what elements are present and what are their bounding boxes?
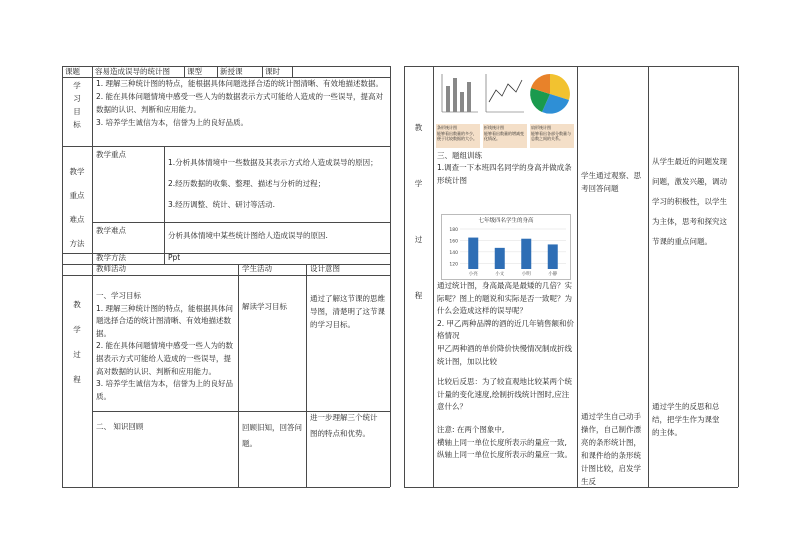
chart-type-thumbnails — [436, 70, 574, 122]
header-label-topic: 课题 — [65, 67, 80, 76]
thumbnail-captions — [436, 124, 574, 148]
method-label: 教学方法 — [96, 253, 126, 262]
x-tick-label: 小文 — [495, 272, 505, 277]
header-topic-value: 容易造成误导的统计图 — [95, 67, 170, 76]
question-1: 1.调查一下本班四名同学的身高并做成条形统计图 — [437, 163, 572, 185]
x-tick-label: 小明 — [521, 272, 531, 277]
y-tick-label: 120 — [449, 262, 458, 268]
header-label-type: 课型 — [187, 67, 202, 76]
bar-chart-thumbnail — [442, 74, 478, 112]
difficult-points-label: 教学难点 — [96, 226, 126, 235]
x-tick-label: 小静 — [548, 272, 558, 277]
y-tick-label: 160 — [449, 239, 458, 245]
goal-3: 3. 培养学生诚信为本，信誉为上的良好品质。 — [96, 118, 249, 127]
right-design-intent-1: 从学生最近的问题发现问题，激发兴趣，调动学习的积极性，以学生为主体，思考和探究这节课的重点问题。 — [652, 157, 727, 246]
goal-label: 学 习 目 标 — [73, 81, 81, 129]
key-points-label: 教学重点 — [96, 150, 126, 159]
line-caption: 折线统计图 能够看出数量的增减变化情况。 — [483, 124, 527, 148]
process-label: 教 学 过 程 — [73, 300, 81, 384]
question-2-reflection: 比较后反思：为了较直观地比较某两个统计量的变化速度,绘制折线统计图时,应注意什么？ — [437, 377, 572, 412]
right-process-label: 教 学 过 程 — [414, 123, 423, 300]
header-type-value: 新授课 — [220, 67, 243, 76]
y-tick-label: 180 — [449, 228, 458, 233]
header-label-period: 课时 — [265, 67, 280, 76]
col-head-student: 学生活动 — [242, 264, 272, 273]
pie-chart-thumbnail — [530, 74, 570, 114]
student-activity-1: 解读学习目标 — [242, 302, 287, 311]
bar-3 — [521, 239, 531, 269]
bar-1 — [468, 238, 478, 269]
key-points: 1.分析具体情境中一些数据及其表示方式给人造成误导的原因； 2.经历数据的收集、整理、描述与分析的过程； 3.经历调整、统计、研讨等活动. — [168, 158, 378, 209]
method-value: Ppt — [168, 253, 181, 262]
difficult-points: 分析具体情境中某些统计图给人造成误导的原因. — [168, 231, 328, 240]
col-head-teacher: 教师活动 — [96, 264, 126, 273]
right-design-intent-2: 通过学生的反思和总结，把学生作为课堂的主体。 — [652, 402, 720, 437]
focus-label: 教学 重点 难点 方法 — [69, 167, 85, 248]
col-head-design: 设计意图 — [310, 264, 340, 273]
section-3-title: 三、题组训练 — [437, 151, 482, 160]
design-intent-1: 通过了解这节课的思维导图，清楚明了这节课的学习目标。 — [310, 294, 385, 329]
student-activity-2: 回顾旧知，回答问题。 — [242, 423, 302, 448]
attention-note: 注意: 在两个图象中, 横轴上同一单位长度所表示的量应一致, 纵轴上同一单位长度所表示的量应一致。 — [437, 425, 572, 460]
goal-1: 1. 理解三种统计图的特点，能根据具体问题选择合适的统计图清晰、有效地描述数据。 — [96, 79, 384, 88]
pie-caption: 扇形统计图 能够看出各部分数量与总数之间的关系。 — [530, 124, 574, 148]
teacher-activity-2: 二、 知识回顾 — [96, 422, 144, 431]
bar-chart-plot — [442, 215, 570, 279]
line-chart-thumbnail — [486, 74, 524, 112]
y-tick-label: 140 — [449, 250, 458, 256]
design-intent-2: 进一步理解三个统计图的特点和优势。 — [310, 413, 378, 438]
height-bar-chart — [441, 214, 571, 280]
bar-chart-title: 七年级四名学生的身高 — [478, 218, 534, 224]
teacher-activity-1: 一、学习目标 1. 理解三种统计图的特点，能根据具体问题选择合适的统计图清晰、有效地描述数据。 2. 能在具体问题情境中感受一些人为的数据表示方式可能给人造成的一些误导，提高对数据的认识、判断和应用能力。 3. 培养学生诚信为本，信誉为上的良好品质。 — [96, 291, 234, 401]
learning-goals — [96, 77, 386, 129]
bar-4 — [548, 244, 558, 269]
bar-2 — [495, 248, 505, 269]
bar-caption: 条形统计图 能够看出数量的多少，便于比较数据的大小。 — [436, 124, 480, 148]
question-1-discussion: 通过统计图，身高最高是最矮的几倍？实际呢？图上的题说和实际是否一致呢？为什么会造成这样的误导呢？ 2. 甲乙两种品牌的酒的近几年销售额和价格情况 甲乙两种酒的单价降价快慢情况制成折线统计图，加以比较 — [437, 281, 575, 366]
x-tick-label: 小亮 — [468, 272, 478, 277]
goal-2: 2. 能在具体问题情境中感受一些人为的数据表示方式可能给人造成的一些误导，提高对数据的认识、判断和应用能力。 — [96, 92, 384, 114]
right-student-activity-2: 通过学生自己动手操作，自己制作漂亮的条形统计图，和课件给的条形统计图比较，启发学生反 — [581, 412, 641, 486]
right-student-activity-1: 学生通过观察、思考回答问题 — [581, 171, 641, 193]
